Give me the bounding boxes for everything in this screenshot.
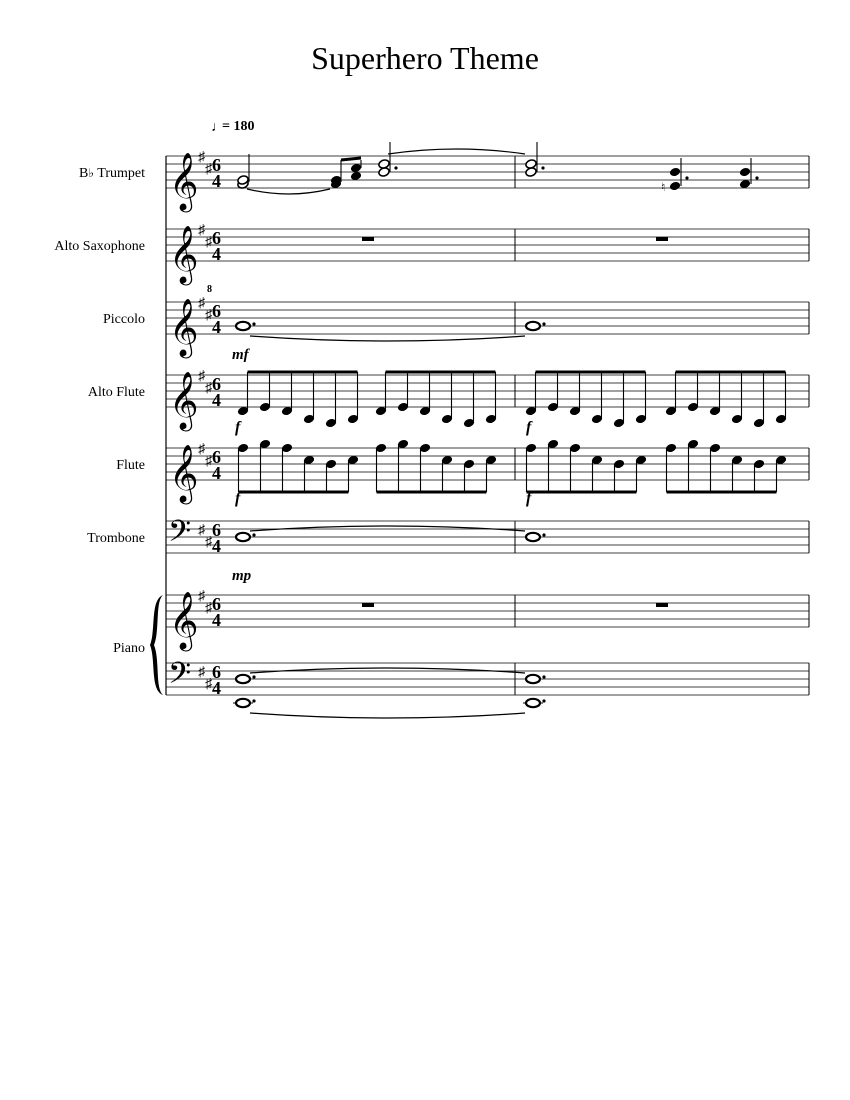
- augmentation-dot: [252, 675, 255, 678]
- sharp-icon: ♯: [198, 665, 205, 680]
- staff-piccolo: [166, 302, 809, 334]
- tie: [247, 189, 330, 194]
- natural-icon: ♮: [661, 180, 666, 194]
- augmentation-dot: [755, 176, 758, 179]
- augmentation-dot: [542, 699, 545, 702]
- augmentation-dot: [542, 675, 545, 678]
- time-sig-bottom: 4: [212, 463, 221, 483]
- staff-piano-treble: [166, 595, 809, 627]
- sharp-icon: ♯: [198, 223, 205, 238]
- tie: [388, 149, 525, 154]
- whole-note: [236, 533, 250, 541]
- augmentation-dot: [394, 166, 397, 169]
- whole-note: [236, 699, 250, 707]
- piano-brace-icon: [150, 595, 163, 695]
- treble-clef-icon: 𝄞: [169, 445, 199, 501]
- staff-alto-sax: [166, 229, 809, 261]
- bass-clef-icon: 𝄢: [168, 657, 192, 697]
- whole-note: [526, 533, 540, 541]
- bass-clef-icon: 𝄢: [168, 515, 192, 555]
- instrument-label-trombone: Trombone: [87, 531, 145, 546]
- tempo-marking: = 180: [222, 119, 255, 134]
- sharp-icon: ♯: [205, 381, 212, 396]
- whole-note: [236, 675, 250, 683]
- sharp-icon: ♯: [205, 535, 212, 550]
- tempo-note-icon: ♩: [211, 120, 225, 135]
- time-sig-top: 6: [212, 594, 221, 614]
- time-sig-bottom: 4: [212, 390, 221, 410]
- staff-flute: [166, 448, 809, 480]
- tie: [250, 526, 525, 531]
- whole-note: [526, 699, 540, 707]
- tie: [250, 713, 525, 718]
- sharp-icon: ♯: [205, 235, 212, 250]
- staff-alto-flute: [166, 375, 809, 407]
- whole-rest: [656, 237, 668, 241]
- time-sig-bottom: 4: [212, 317, 221, 337]
- augmentation-dot: [542, 533, 545, 536]
- augmentation-dot: [542, 322, 545, 325]
- time-sig-top: 6: [212, 228, 221, 248]
- notehead: [739, 167, 751, 178]
- staff-piano-bass: [166, 663, 809, 695]
- sharp-icon: ♯: [198, 150, 205, 165]
- time-sig-bottom: 4: [212, 536, 221, 556]
- dynamic-piano: mp: [232, 568, 252, 584]
- augmentation-dot: [541, 166, 544, 169]
- notehead: [378, 159, 390, 170]
- instrument-label-alto-flute: Alto Flute: [87, 385, 145, 400]
- sharp-icon: ♯: [198, 369, 205, 384]
- treble-clef-icon: 𝄞: [169, 226, 199, 282]
- time-sig-bottom: 4: [212, 678, 221, 698]
- time-sig-top: 6: [212, 155, 221, 175]
- sharp-icon: ♯: [205, 677, 212, 692]
- sharp-icon: ♯: [198, 296, 205, 311]
- beam: [341, 158, 361, 160]
- augmentation-dot: [252, 699, 255, 702]
- whole-note: [526, 675, 540, 683]
- time-sig-bottom: 4: [212, 610, 221, 630]
- treble-clef-icon: 𝄞: [169, 592, 199, 648]
- whole-note: [236, 322, 250, 330]
- sharp-icon: ♯: [198, 589, 205, 604]
- treble-clef-icon: 𝄞: [169, 299, 199, 355]
- whole-rest: [362, 603, 374, 607]
- instrument-label-piano: Piano: [113, 641, 145, 656]
- augmentation-dot: [685, 176, 688, 179]
- augmentation-dot: [252, 322, 255, 325]
- notehead: [669, 167, 681, 178]
- dynamic-flute-m2: f: [526, 490, 532, 507]
- notehead: [525, 159, 537, 170]
- time-sig-bottom: 4: [212, 244, 221, 264]
- sharp-icon: ♯: [205, 308, 212, 323]
- sharp-icon: ♯: [198, 442, 205, 457]
- whole-rest: [362, 237, 374, 241]
- instrument-label-flute: Flute: [116, 458, 145, 473]
- piccolo-octave-mark: 8: [207, 284, 212, 295]
- sharp-icon: ♯: [205, 601, 212, 616]
- instrument-label-alto-sax: Alto Saxophone: [54, 239, 145, 254]
- dynamic-alto-flute-m2: f: [526, 419, 532, 436]
- time-sig-top: 6: [212, 662, 221, 682]
- time-sig-top: 6: [212, 447, 221, 467]
- staff-trumpet: [166, 156, 809, 188]
- tie: [250, 668, 525, 673]
- time-sig-top: 6: [212, 301, 221, 321]
- treble-clef-icon: 𝄞: [169, 372, 199, 428]
- dynamic-alto-flute-m1: f: [235, 419, 241, 436]
- staff-trombone: [166, 521, 809, 553]
- instrument-label-trumpet: B♭ Trumpet: [79, 166, 145, 181]
- treble-clef-icon: 𝄞: [169, 153, 199, 209]
- augmentation-dot: [252, 533, 255, 536]
- time-sig-top: 6: [212, 520, 221, 540]
- sharp-icon: ♯: [205, 454, 212, 469]
- whole-note: [526, 322, 540, 330]
- dynamic-flute-m1: f: [235, 490, 241, 507]
- notehead: [669, 181, 681, 192]
- time-sig-top: 6: [212, 374, 221, 394]
- time-sig-bottom: 4: [212, 171, 221, 191]
- sharp-icon: ♯: [205, 162, 212, 177]
- tie: [250, 336, 525, 341]
- instrument-label-piccolo: Piccolo: [103, 312, 145, 327]
- dynamic-piccolo: mf: [232, 347, 249, 363]
- sharp-icon: ♯: [198, 523, 205, 538]
- whole-rest: [656, 603, 668, 607]
- score-title: Superhero Theme: [311, 40, 539, 76]
